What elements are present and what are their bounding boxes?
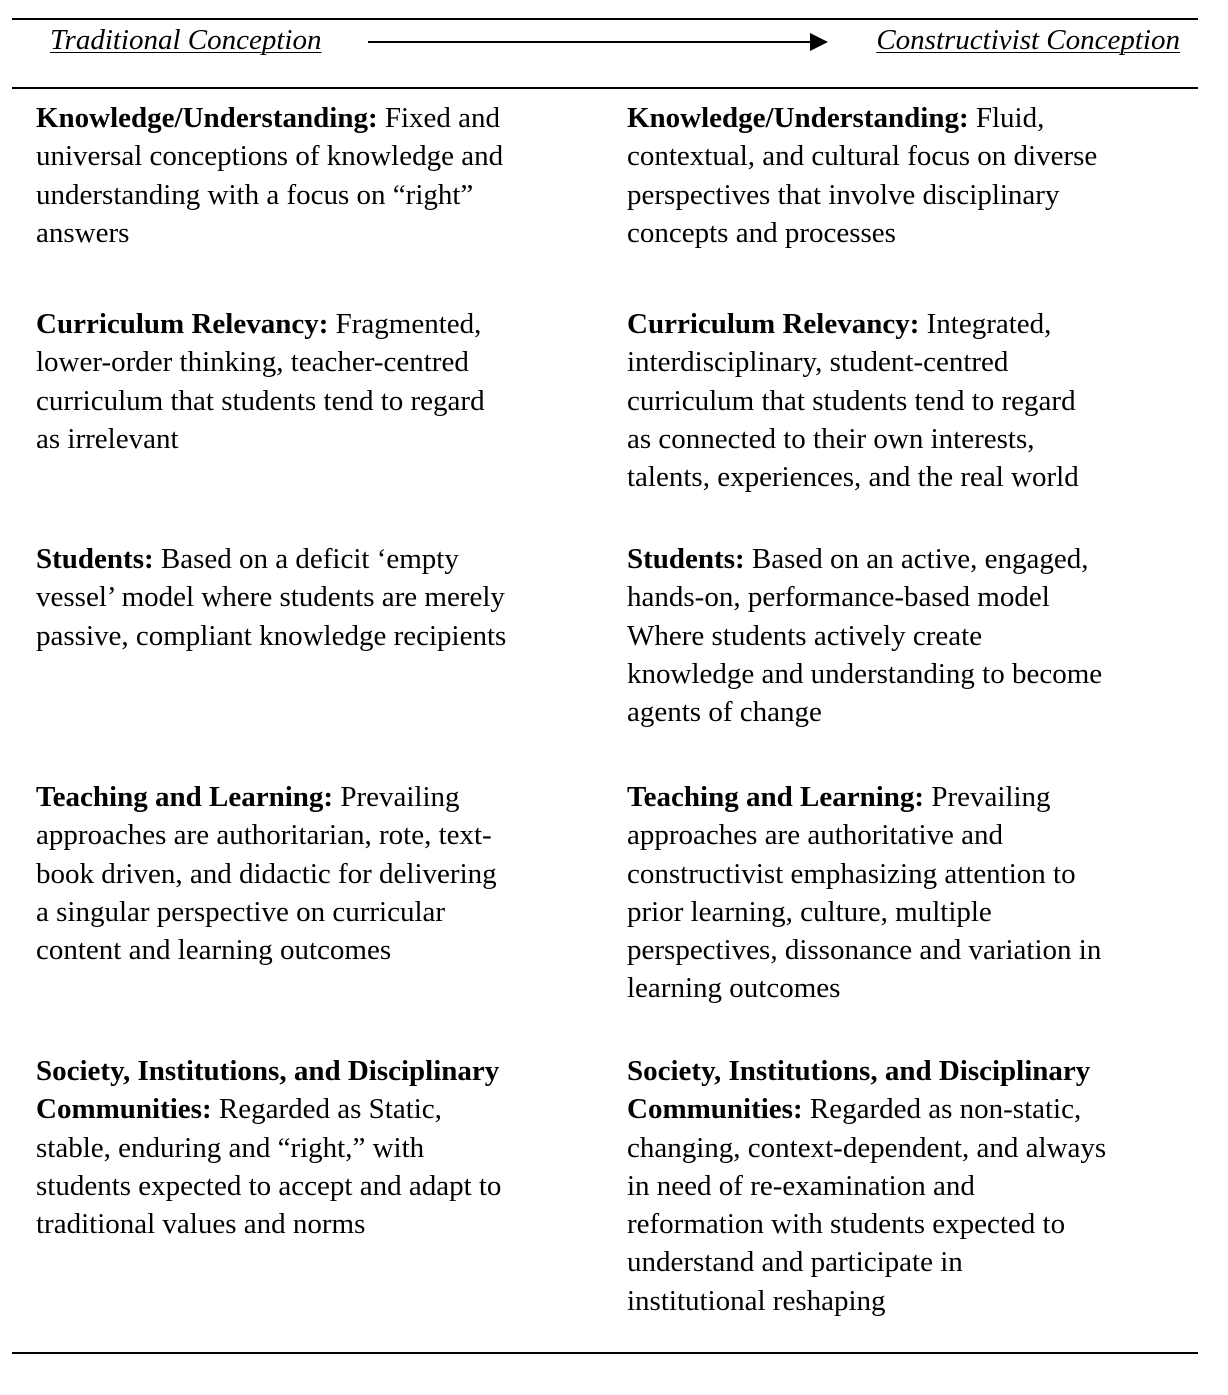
constructivist-conception-label: Constructivist Conception [876, 24, 1180, 56]
top-rule [12, 18, 1198, 20]
society-constructivist-cell: Society, Institutions, and Disciplinary Communities: Regarded as non-static, changing, context-dependent, and always in need of re-examination and reformation with students expected to understand and participate in institutional reshaping [627, 1055, 1107, 1317]
knowledge-traditional-cell: Knowledge/Understanding: Fixed and universal conceptions of knowledge and understanding with a focus on “right” answers [36, 102, 504, 249]
cell-heading: Curriculum Relevancy: [627, 308, 920, 340]
students-traditional-cell: Students: Based on a deficit ‘empty vessel’ model where students are merely passive, compliant knowledge recipients [36, 543, 507, 652]
cell-heading: Curriculum Relevancy: [36, 308, 329, 340]
cell-heading: Communities: [36, 1093, 212, 1126]
cell-heading: Society, Institutions, and Disciplinary [36, 1055, 500, 1087]
cell-heading: Teaching and Learning: [627, 781, 925, 813]
cell-heading: Students: [36, 543, 154, 575]
teaching-traditional-cell: Teaching and Learning: Prevailing approaches are authoritarian, rote, text- book driven, and didactic for delivering a singular perspective on curricular content and learning outcomes [36, 781, 497, 967]
header-rule [12, 87, 1198, 89]
arrow-line [368, 41, 812, 43]
cell-heading: Students: [627, 543, 745, 575]
knowledge-constructivist-cell: Knowledge/Understanding: Fluid, contextual, and cultural focus on diverse perspectives that involve disciplinary concepts and processes [627, 102, 1098, 249]
cell-heading: Society, Institutions, and Disciplinary [627, 1055, 1091, 1087]
bottom-rule [12, 1352, 1198, 1354]
curriculum-traditional-cell: Curriculum Relevancy: Fragmented, lower-order thinking, teacher-centred curriculum that students tend to regard as irrelevant [36, 308, 485, 455]
cell-heading: Teaching and Learning: [36, 781, 334, 813]
society-traditional-cell: Society, Institutions, and Disciplinary Communities: Regarded as Static, stable, enduring and “right,” with students expected to accept and adapt to traditional values and norms [36, 1055, 502, 1241]
students-constructivist-cell: Students: Based on an active, engaged, hands-on, performance-based model Where students actively create knowledge and understanding to become agents of change [627, 543, 1103, 729]
cell-heading: Knowledge/Understanding: [627, 102, 969, 134]
traditional-conception-label: Traditional Conception [50, 24, 322, 56]
arrow-right-icon [810, 33, 828, 51]
teaching-constructivist-cell: Teaching and Learning: Prevailing approaches are authoritative and constructivist emphasizing attention to prior learning, culture, multiple perspectives, dissonance and variation in learning outcomes [627, 781, 1102, 1005]
cell-heading: Knowledge/Understanding: [36, 102, 378, 134]
table-header [50, 22, 1180, 62]
cell-heading: Communities: [627, 1093, 803, 1126]
curriculum-constructivist-cell: Curriculum Relevancy: Integrated, interdisciplinary, student-centred curriculum that students tend to regard as connected to their own interests, talents, experiences, and the real world [627, 308, 1079, 494]
